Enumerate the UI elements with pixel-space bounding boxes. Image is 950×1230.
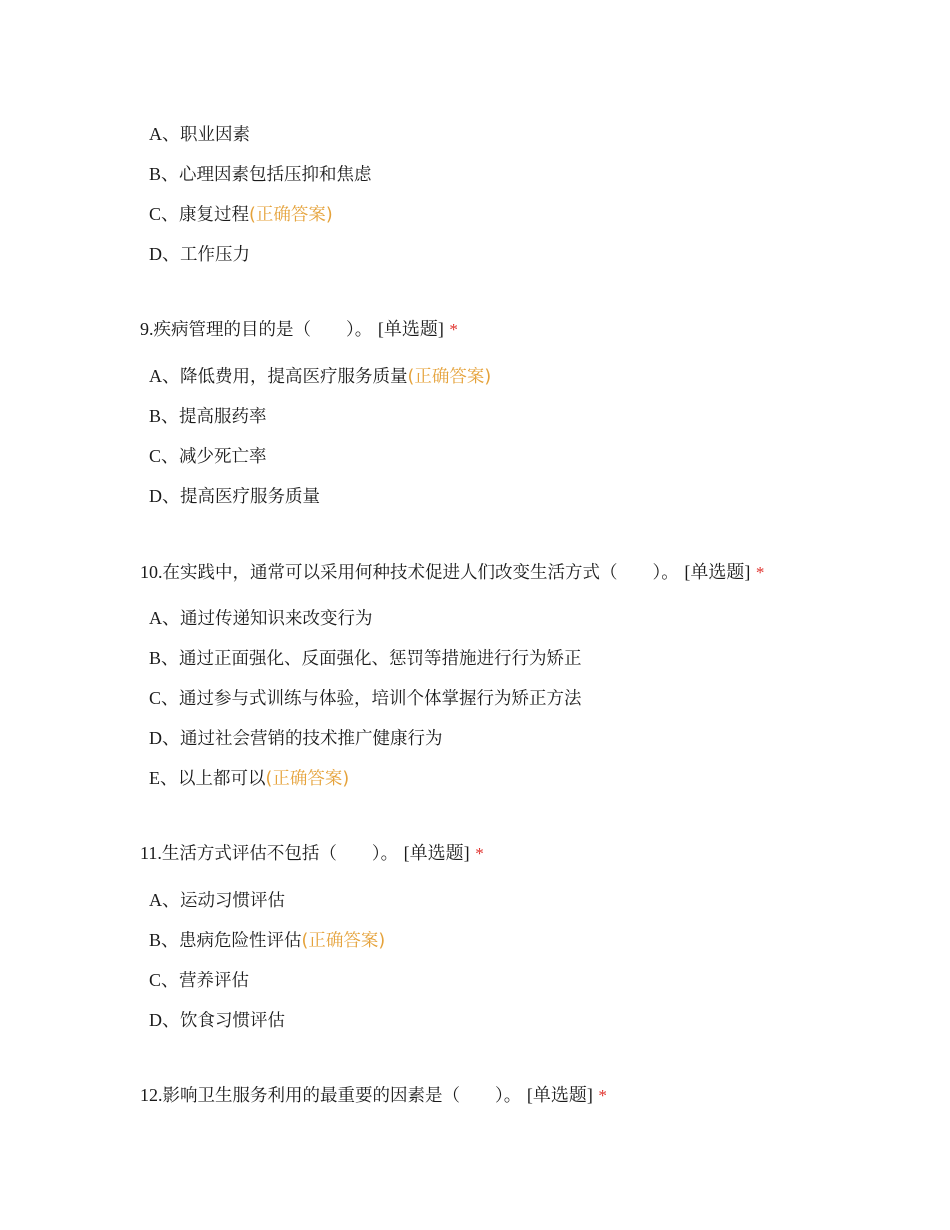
option-letter: A、 [149,608,180,628]
q8-option-a [149,123,250,145]
option-letter: B、 [149,164,180,184]
question-number: 9. [140,319,154,339]
correct-answer-marker: (正确答案) [249,205,333,225]
question-text: 疾病管理的目的是（ ）。 [153,320,373,340]
option-text: 通过传递知识来改变行为 [180,609,373,629]
option-letter: B、 [149,648,180,668]
question-type: [单选题] [377,319,444,339]
q11-option-d [149,1009,285,1031]
q8-option-c [149,203,333,225]
question-type: [单选题] [684,562,751,582]
q9-option-a [149,365,491,387]
option-letter: A、 [149,124,180,144]
question-number: 12. [140,1085,163,1105]
option-letter: C、 [149,204,180,224]
option-text: 提高医疗服务质量 [180,487,320,507]
correct-answer-marker: (正确答案) [301,931,386,951]
option-letter: D、 [149,728,180,748]
q9-option-d [149,485,320,507]
option-text: 患病危险性评估 [179,931,302,951]
option-text: 营养评估 [179,971,250,991]
q10-option-d [149,727,443,749]
q10-option-b [149,647,582,669]
question-number: 11. [140,843,162,863]
q11-title [140,842,484,864]
question-number: 10. [140,562,163,582]
required-marker: * [475,844,484,863]
q11-option-c [149,969,249,991]
q8-option-b [149,163,372,185]
option-text: 降低费用，提高医疗服务质量 [180,367,408,387]
option-letter: B、 [149,930,180,950]
correct-answer-marker: (正确答案) [407,367,492,387]
question-type: [单选题] [403,843,470,863]
option-letter: C、 [149,446,180,466]
option-text: 饮食习惯评估 [180,1011,285,1031]
option-letter: C、 [149,970,180,990]
question-type: [单选题] [526,1085,593,1105]
q11-option-a [149,889,285,911]
required-marker: * [598,1086,607,1105]
option-text: 工作压力 [180,245,250,265]
option-letter: D、 [149,244,180,264]
required-marker: * [449,320,458,339]
option-text: 通过参与式训练与体验，培训个体掌握行为矫正方法 [179,689,582,709]
option-letter: C、 [149,688,180,708]
option-text: 通过社会营销的技术推广健康行为 [180,729,443,749]
q10-title [140,561,764,583]
option-letter: B、 [149,406,180,426]
option-letter: A、 [149,890,180,910]
option-text: 通过正面强化、反面强化、惩罚等措施进行行为矫正 [179,649,582,669]
option-text: 心理因素包括压抑和焦虑 [179,165,372,185]
option-text: 以上都可以 [178,769,266,789]
option-text: 康复过程 [179,205,250,225]
q9-title [140,318,458,340]
option-letter: A、 [149,366,180,386]
q12-title [140,1084,607,1106]
question-text: 生活方式评估不包括（ ）。 [161,844,399,864]
question-text: 影响卫生服务利用的最重要的因素是（ ）。 [162,1086,522,1106]
q11-option-b [149,929,385,951]
correct-answer-marker: (正确答案) [265,769,350,789]
q9-option-c [149,445,267,467]
q9-option-b [149,405,267,427]
q10-option-c [149,687,582,709]
option-letter: E、 [149,768,178,788]
q8-option-d [149,243,250,265]
option-text: 运动习惯评估 [180,891,285,911]
option-letter: D、 [149,1010,180,1030]
q10-option-a [149,607,373,629]
q10-option-e [149,767,349,789]
required-marker: * [755,563,765,582]
option-text: 减少死亡率 [179,447,267,467]
option-letter: D、 [149,486,180,506]
option-text: 职业因素 [180,125,250,145]
option-text: 提高服药率 [179,407,267,427]
question-text: 在实践中，通常可以采用何种技术促进人们改变生活方式（ ）。 [162,563,679,583]
